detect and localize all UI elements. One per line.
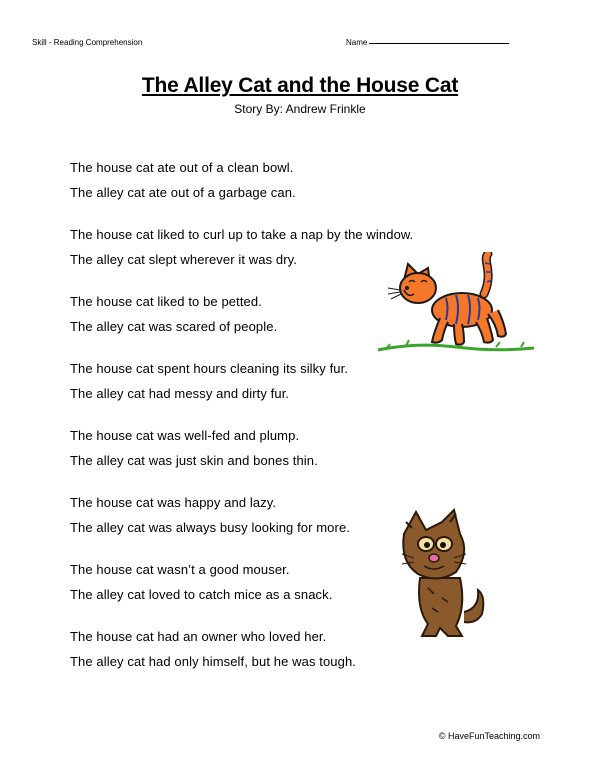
story-line: The house cat ate out of a clean bowl.: [70, 160, 294, 175]
story-line: The house cat liked to curl up to take a nap by the window.: [70, 227, 414, 242]
story-line: The house cat was well-fed and plump.: [70, 428, 300, 443]
story-line: The alley cat had messy and dirty fur.: [70, 385, 290, 401]
story-line: The alley cat was always busy looking for more.: [70, 519, 350, 535]
story-byline: Story By: Andrew Frinkle: [234, 102, 366, 116]
story-title: The Alley Cat and the House Cat: [141, 74, 459, 97]
alley-cat-illustration: [398, 508, 496, 640]
skill-label: Skill - Reading Comprehension: [32, 38, 143, 47]
story-line: The house cat wasn’t a good mouser.: [70, 562, 290, 577]
stanza: [70, 156, 470, 223]
story-line: The alley cat was scared of people.: [70, 318, 278, 334]
name-label: Name: [346, 38, 368, 47]
story-line: The house cat was happy and lazy.: [70, 495, 277, 510]
house-cat-illustration: [376, 252, 536, 368]
story-line: The house cat had an owner who loved her.: [70, 629, 327, 644]
story-line: The alley cat slept wherever it was dry.: [70, 251, 298, 267]
story-line: The alley cat had only himself, but he was tough.: [70, 653, 357, 669]
name-blank-line[interactable]: [369, 43, 509, 44]
story-line: The alley cat was just skin and bones thin.: [70, 452, 318, 468]
stanza: [70, 424, 470, 491]
story-line: The house cat liked to be petted.: [70, 294, 262, 309]
story-line: The alley cat ate out of a garbage can.: [70, 184, 296, 200]
story-line: The house cat spent hours cleaning its silky fur.: [70, 361, 349, 376]
name-field[interactable]: [346, 38, 509, 47]
story-line: The alley cat loved to catch mice as a snack.: [70, 586, 333, 602]
copyright-footer: © HaveFunTeaching.com: [438, 731, 540, 741]
